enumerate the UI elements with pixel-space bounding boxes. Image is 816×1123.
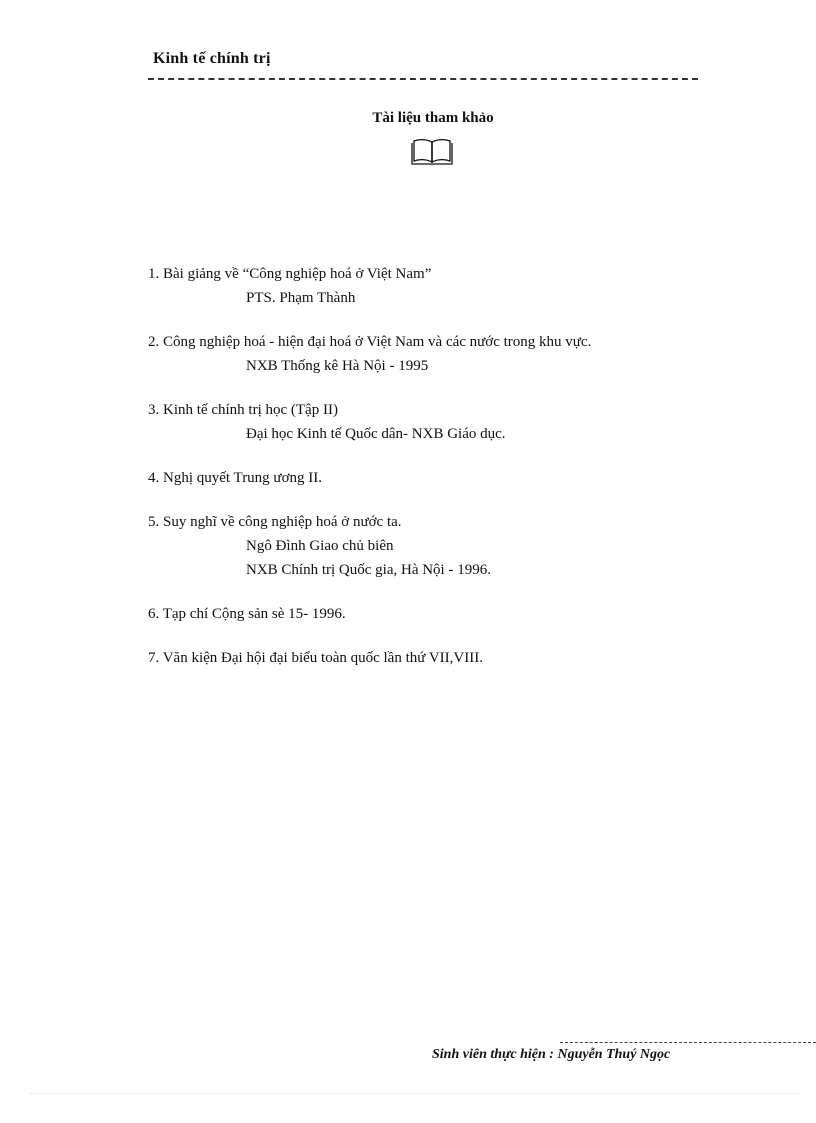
reference-item-4 <box>148 466 768 490</box>
reference-title: 5. Suy nghĩ về công nghiệp hoá ở nước ta. <box>148 514 402 530</box>
reference-item-2 <box>148 330 768 378</box>
reference-source: PTS. Phạm Thành <box>246 290 356 306</box>
reference-item-5 <box>148 510 768 582</box>
reference-source: NXB Chính trị Quốc gia, Hà Nội - 1996. <box>246 562 491 578</box>
footer-divider <box>560 1042 816 1043</box>
page-title: Tài liệu tham khảo <box>372 110 494 126</box>
document-header-title: Kinh tế chính trị <box>153 50 271 67</box>
reference-source: Đại học Kinh tế Quốc dân- NXB Giáo dục. <box>246 426 506 442</box>
reference-title: 1. Bài giảng về “Công nghiệp hoá ở Việt Nam” <box>148 266 432 282</box>
reference-title: 3. Kinh tế chính trị học (Tập II) <box>148 402 338 418</box>
reference-item-7 <box>148 646 768 670</box>
reference-title: 6. Tạp chí Cộng sản sè 15- 1996. <box>148 606 346 622</box>
reference-title: 4. Nghị quyết Trung ương II. <box>148 470 322 486</box>
book-icon <box>411 137 453 165</box>
reference-source: NXB Thống kê Hà Nội - 1995 <box>246 358 429 374</box>
reference-item-6 <box>148 602 768 626</box>
student-signature: Sinh viên thực hiện : Nguyễn Thuý Ngọc <box>432 1047 671 1062</box>
reference-list <box>148 262 768 690</box>
reference-item-1 <box>148 262 768 310</box>
header-divider <box>148 78 698 80</box>
reference-title: 2. Công nghiệp hoá - hiện đại hoá ở Việt Nam và các nước trong khu vực. <box>148 334 592 350</box>
page-bottom-divider <box>30 1093 800 1094</box>
reference-item-3 <box>148 398 768 446</box>
reference-editor: Ngô Đình Giao chủ biên <box>246 538 394 554</box>
reference-title: 7. Văn kiện Đại hội đại biểu toàn quốc lần thứ VII,VIII. <box>148 650 483 666</box>
